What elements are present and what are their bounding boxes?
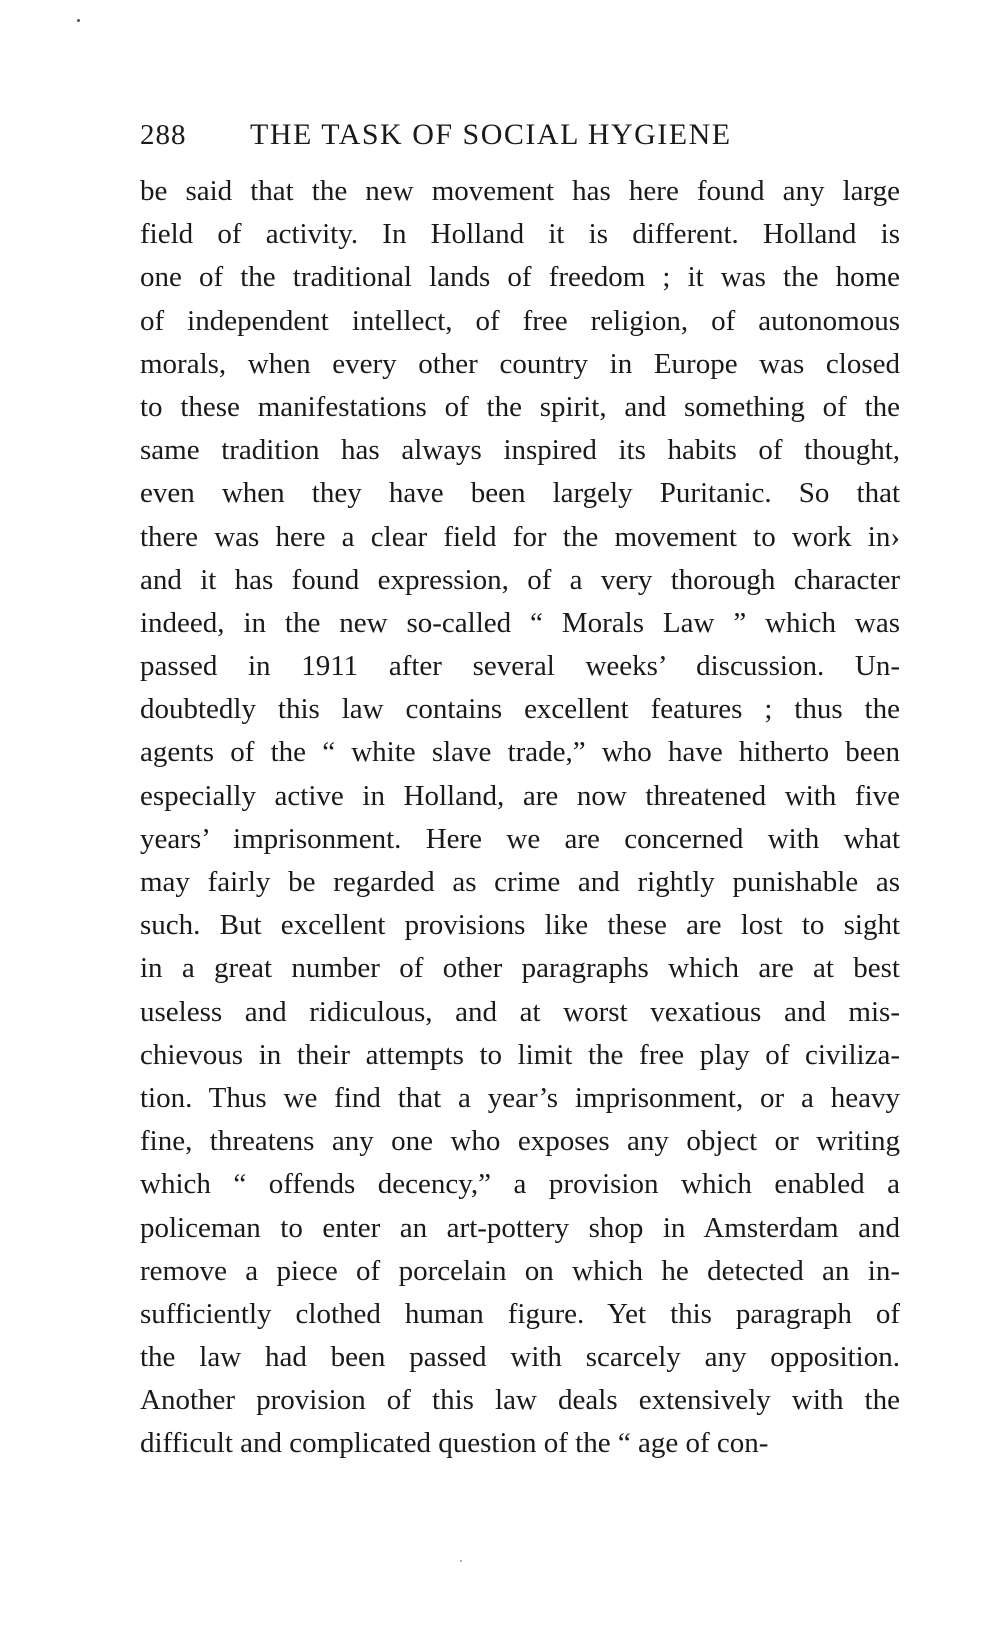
text-line: years’ imprisonment. Here we are concerned with what	[140, 822, 900, 855]
text-line: be said that the new movement has here found any large	[140, 175, 900, 207]
text-line: the law had been passed with scarcely any opposition.	[140, 1341, 900, 1374]
text-line: policeman to enter an art-pottery shop in Amsterdam and	[140, 1211, 900, 1244]
page-number: 288	[140, 119, 187, 151]
running-head	[140, 112, 900, 158]
text-line: fine, threatens any one who exposes any object or writing	[140, 1125, 900, 1158]
body-text	[140, 170, 900, 1466]
text-line: doubtedly this law contains excellent features ; thus the	[140, 693, 900, 726]
text-line: Another provision of this law deals extensively with the	[140, 1384, 900, 1417]
text-line: passed in 1911 after several weeks’ discussion. Un-	[140, 650, 900, 683]
text-line: which “ offends decency,” a provision which enabled a	[140, 1168, 900, 1201]
text-line: such. But excellent provisions like these are lost to sight	[140, 909, 900, 942]
text-line: and it has found expression, of a very thorough character	[140, 563, 900, 596]
text-line: morals, when every other country in Europe was closed	[140, 347, 900, 380]
text-line: of independent intellect, of free religion, of autonomous	[140, 304, 900, 337]
text-line: field of activity. In Holland it is different. Holland is	[140, 218, 900, 251]
text-line: there was here a clear field for the movement to work in›	[140, 520, 900, 553]
text-line: useless and ridiculous, and at worst vexatious and mis-	[140, 995, 900, 1028]
running-head-title: THE TASK OF SOCIAL HYGIENE	[250, 118, 732, 151]
text-line: chievous in their attempts to limit the free play of civiliza-	[140, 1038, 900, 1071]
text-line: difficult and complicated question of the “ age of con-	[140, 1427, 769, 1460]
text-line: indeed, in the new so-called “ Morals Law ” which was	[140, 606, 900, 639]
text-line: sufficiently clothed human figure. Yet this paragraph of	[140, 1297, 900, 1330]
text-line: one of the traditional lands of freedom ; it was the home	[140, 261, 900, 294]
text-line: to these manifestations of the spirit, and something of the	[140, 390, 900, 423]
text-line: tion. Thus we find that a year’s imprisonment, or a heavy	[140, 1081, 900, 1114]
text-line: even when they have been largely Puritanic. So that	[140, 477, 900, 510]
text-line: in a great number of other paragraphs which are at best	[140, 952, 900, 985]
text-line: especially active in Holland, are now threatened with five	[140, 779, 900, 812]
text-line: agents of the “ white slave trade,” who have hitherto been	[140, 736, 900, 769]
text-line: remove a piece of porcelain on which he detected an in-	[140, 1254, 900, 1287]
ink-speck	[77, 19, 80, 22]
text-line: may fairly be regarded as crime and rightly punishable as	[140, 866, 900, 898]
text-line: same tradition has always inspired its habits of thought,	[140, 434, 900, 467]
ink-speck	[460, 1560, 462, 1562]
